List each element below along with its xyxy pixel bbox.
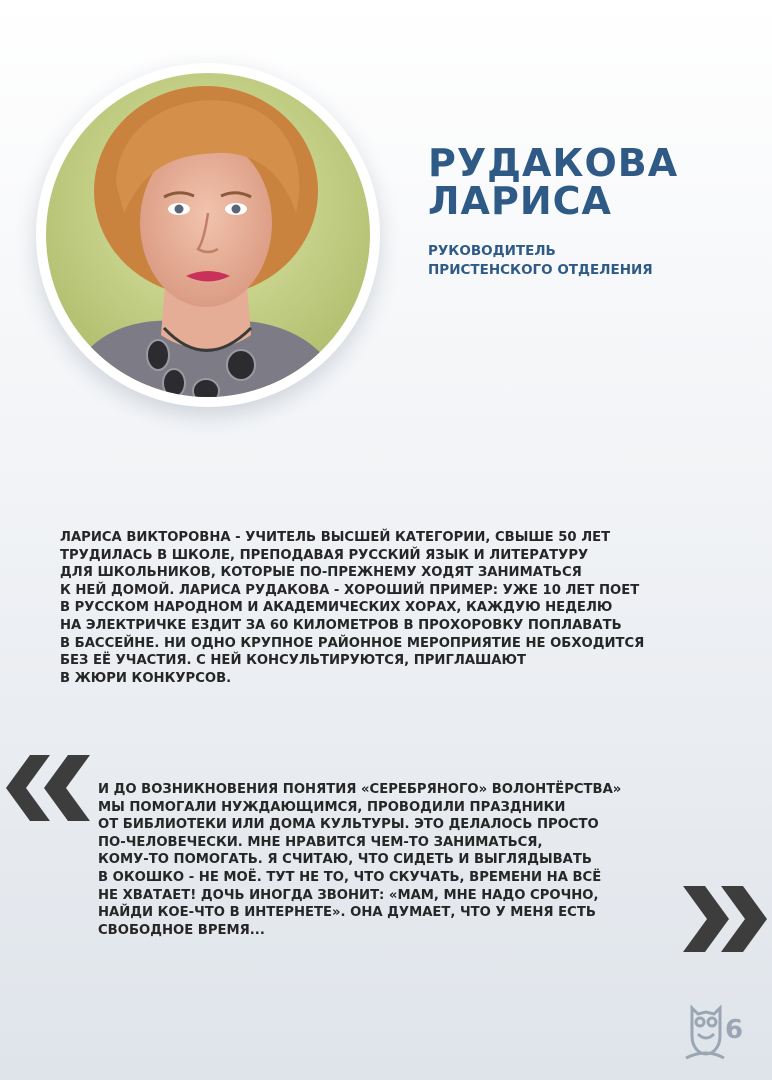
bio-line: ЛАРИСА ВИКТОРОВНА - УЧИТЕЛЬ ВЫСШЕЙ КАТЕГОРИИ, СВЫШЕ 50 ЛЕТ xyxy=(60,530,611,545)
bio-line: БЕЗ ЕЁ УЧАСТИЯ. С НЕЙ КОНСУЛЬТИРУЮТСЯ, ПРИГЛАШАЮТ xyxy=(60,653,526,669)
quote-line: НАЙДИ КОЕ-ЧТО В ИНТЕРНЕТЕ». ОНА ДУМАЕТ, ЧТО У МЕНЯ ЕСТЬ xyxy=(98,905,596,921)
bio-line: ДЛЯ ШКОЛЬНИКОВ, КОТОРЫЕ ПО-ПРЕЖНЕМУ ХОДЯТ ЗАНИМАТЬСЯ xyxy=(60,565,582,581)
quote-line: МЫ ПОМОГАЛИ НУЖДАЮЩИМСЯ, ПРОВОДИЛИ ПРАЗДНИКИ xyxy=(98,799,566,815)
quote-line: И ДО ВОЗНИКНОВЕНИЯ ПОНЯТИЯ «СЕРЕБРЯНОГО» ВОЛОНТЁРСТВА» xyxy=(98,782,622,797)
bio-line: К НЕЙ ДОМОЙ. ЛАРИСА РУДАКОВА - ХОРОШИЙ ПРИМЕР: УЖЕ 10 ЛЕТ ПОЕТ xyxy=(60,582,640,598)
quote-paragraph xyxy=(98,781,738,939)
bio-line: В БАССЕЙНЕ. НИ ОДНО КРУПНОЕ РАЙОННОЕ МЕРОПРИЯТИЕ НЕ ОБХОДИТСЯ xyxy=(60,635,645,651)
name-line-1: РУДАКОВА xyxy=(428,141,679,185)
quote-line: КОМУ-ТО ПОМОГАТЬ. Я СЧИТАЮ, ЧТО СИДЕТЬ И ВЫГЛЯДЫВАТЬ xyxy=(98,852,592,868)
quote-line: В ОКОШКО - НЕ МОЁ. ТУТ НЕ ТО, ЧТО СКУЧАТЬ, ВРЕМЕНИ НА ВСЁ xyxy=(98,869,602,885)
name-line-2: ЛАРИСА xyxy=(428,179,612,223)
person-name xyxy=(428,141,679,223)
bio-paragraph xyxy=(60,529,720,687)
bio-line: НА ЭЛЕКТРИЧКЕ ЕЗДИТ ЗА 60 КИЛОМЕТРОВ В ПРОХОРОВКУ ПОПЛАВАТЬ xyxy=(60,617,622,633)
role-line-2: ПРИСТЕНСКОГО ОТДЕЛЕНИЯ xyxy=(428,262,653,278)
portrait-photo xyxy=(46,73,370,397)
bio-line: ТРУДИЛАСЬ В ШКОЛЕ, ПРЕПОДАВАЯ РУССКИЙ ЯЗЫК И ЛИТЕРАТУРУ xyxy=(60,547,589,563)
page-number: 6 xyxy=(724,1015,744,1045)
quote-line: НЕ ХВАТАЕТ! ДОЧЬ ИНОГДА ЗВОНИТ: «МАМ, МНЕ НАДО СРОЧНО, xyxy=(98,887,599,903)
quote-line: ОТ БИБЛИОТЕКИ ИЛИ ДОМА КУЛЬТУРЫ. ЭТО ДЕЛАЛОСЬ ПРОСТО xyxy=(98,817,599,833)
role-line-1: РУКОВОДИТЕЛЬ xyxy=(428,243,556,259)
double-chevron-left-icon xyxy=(6,755,92,821)
bio-line: В ЖЮРИ КОНКУРСОВ. xyxy=(60,670,232,686)
owl-logo-icon xyxy=(684,1002,750,1062)
quote-line: СВОБОДНОЕ ВРЕМЯ... xyxy=(98,922,265,938)
bio-line: В РУССКОМ НАРОДНОМ И АКАДЕМИЧЕСКИХ ХОРАХ, КАЖДУЮ НЕДЕЛЮ xyxy=(60,600,613,616)
double-chevron-right-icon xyxy=(683,886,767,952)
quote-line: ПО-ЧЕЛОВЕЧЕСКИ. МНЕ НРАВИТСЯ ЧЕМ-ТО ЗАНИМАТЬСЯ, xyxy=(98,834,543,850)
person-role xyxy=(428,242,653,280)
